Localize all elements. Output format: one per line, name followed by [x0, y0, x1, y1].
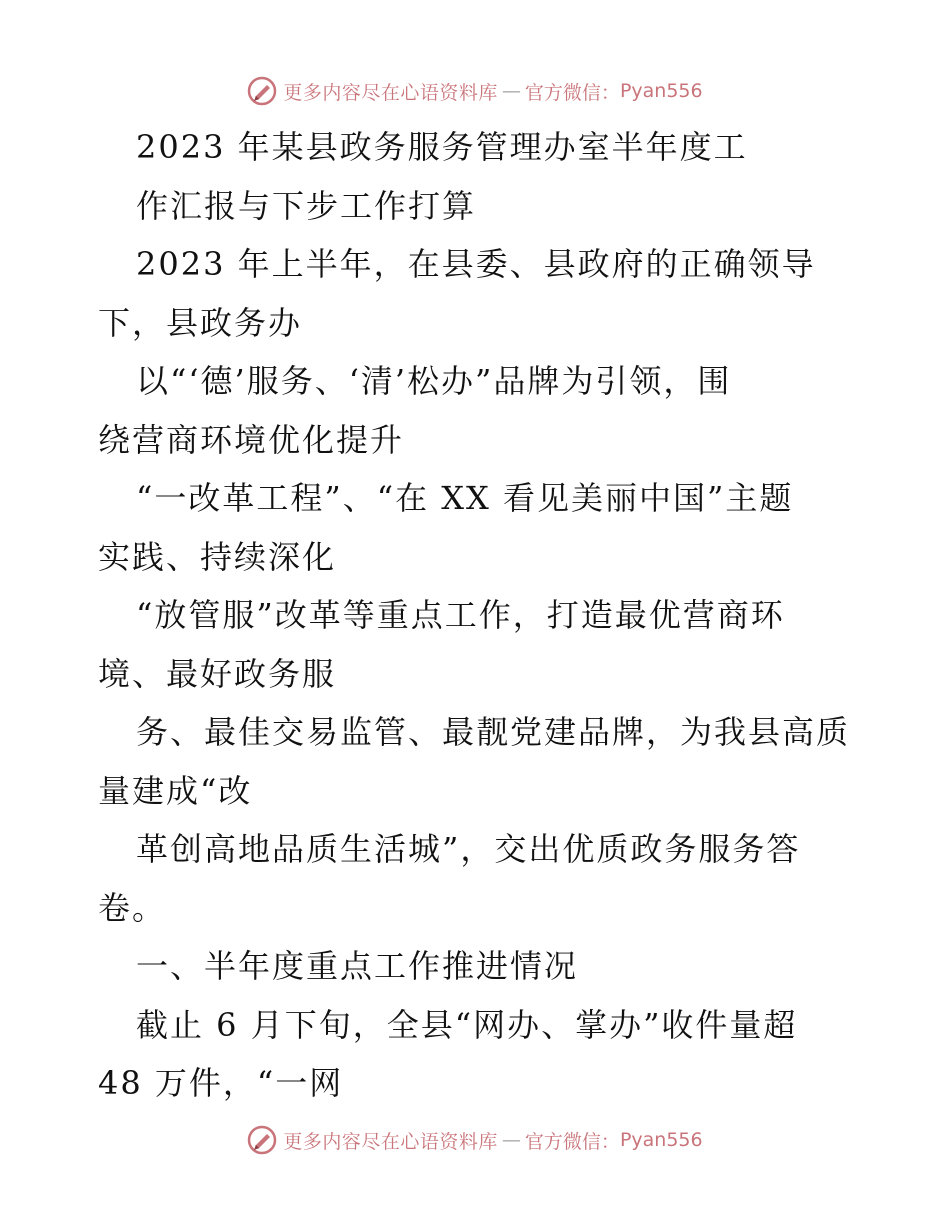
footer-watermark: [0, 1120, 950, 1160]
text-line: 革创高地品质生活城”，交出优质政务服务答: [136, 830, 801, 868]
text-line: 截止 6 月下旬，全县“网办、掌办”收件量超: [136, 1005, 798, 1044]
header-watermark: [0, 71, 950, 111]
library-logo-icon: [247, 1125, 277, 1155]
text-line: 实践、持续深化: [98, 537, 337, 576]
text-line: 2023 年上半年，在县委、县政府的正确领导: [136, 245, 816, 283]
text-line: “一改革工程”、“在 XX 看见美丽中国”主题: [136, 479, 794, 517]
text-line: 一、半年度重点工作推进情况: [136, 947, 579, 985]
wechat-label: 官方微信：: [524, 81, 620, 104]
wechat-id: Pyan556: [619, 1129, 703, 1151]
text-line: 2023 年某县政务服务管理办室半年度工: [136, 128, 748, 166]
text-line: “放管服”改革等重点工作，打造最优营商环: [136, 596, 785, 634]
library-logo-icon: [247, 76, 277, 106]
text-line: 下，县政务办: [98, 303, 303, 342]
watermark-text: 更多内容尽在心语资料库: [283, 1130, 498, 1153]
document-body: [98, 118, 858, 1113]
wechat-id: Pyan556: [619, 80, 703, 102]
text-line: 境、最好政务服: [98, 654, 337, 693]
text-line: 48 万件，“一网: [98, 1064, 344, 1102]
watermark-text: 更多内容尽在心语资料库: [283, 81, 498, 104]
text-line: 卷。: [98, 888, 167, 927]
text-line: 作汇报与下步工作打算: [136, 186, 477, 225]
text-line: 务、最佳交易监管、最靓党建品牌，为我县高质: [136, 713, 851, 751]
text-line: 绕营商环境优化提升: [98, 420, 405, 459]
watermark-separator: —: [501, 1129, 521, 1151]
watermark-separator: —: [501, 80, 521, 102]
wechat-label: 官方微信：: [524, 1130, 620, 1153]
text-line: 量建成“改: [98, 771, 253, 810]
text-line: 以“‘德’服务、‘清’松办”品牌为引领，围: [136, 362, 732, 400]
